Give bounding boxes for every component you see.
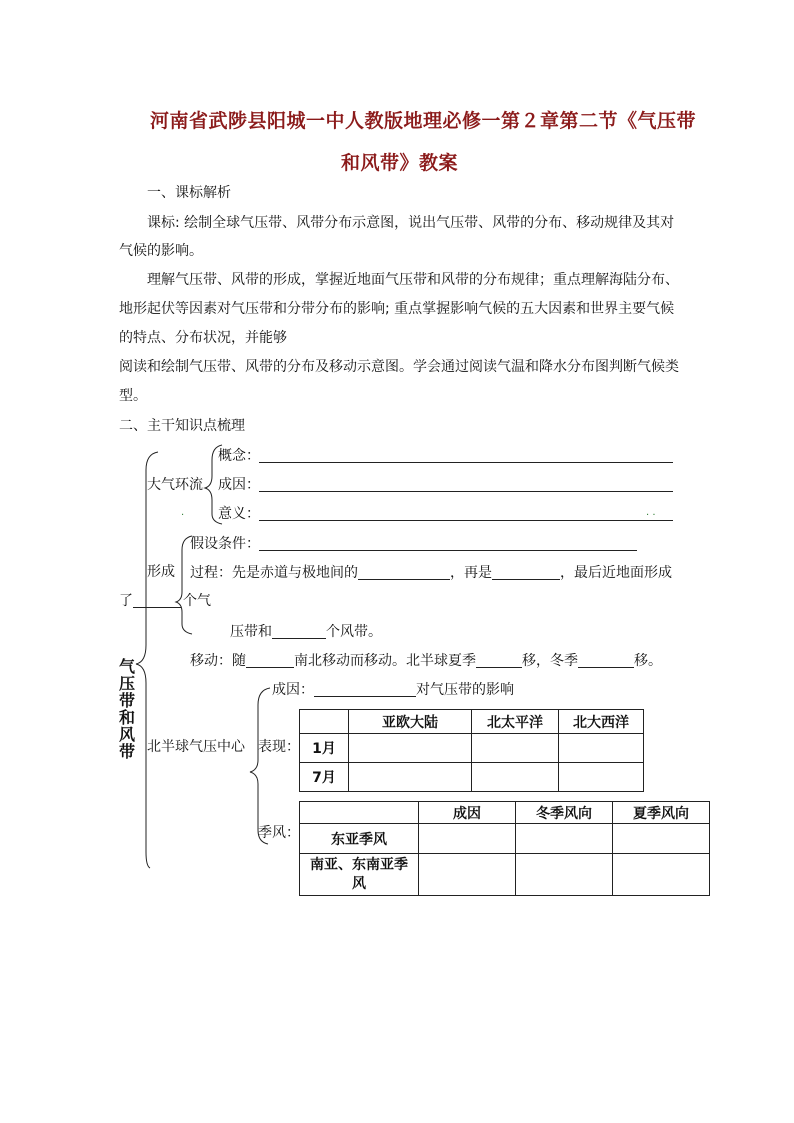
pressure-wind-line <box>230 624 382 639</box>
process-text-c: ，最后近地面形成 <box>560 565 672 581</box>
meaning-blank[interactable] <box>259 520 673 521</box>
monsoon-label: 季风： <box>258 825 300 841</box>
table1-corner <box>300 710 349 734</box>
wind-count-blank[interactable] <box>272 624 326 639</box>
section2-heading: 二、主干知识点梳理 <box>119 418 245 434</box>
table2-cell[interactable] <box>419 824 516 854</box>
movement-text-a: 移动：随 <box>190 653 246 669</box>
north-cause-text-b: 对气压带的影响 <box>416 682 514 698</box>
page-title-line2: 和风带》教案 <box>341 152 459 174</box>
table2-header: 夏季风向 <box>613 802 710 824</box>
movement-blank-3[interactable] <box>578 653 634 668</box>
process-blank-1[interactable] <box>358 565 450 580</box>
table-row <box>300 734 644 763</box>
goal-text-line1: 理解气压带、风带的形成，掌握近地面气压带和风带的分布规律；重点理解海陆分布、 <box>147 272 679 288</box>
goal-text-line4: 阅读和绘制气压带、风带的分布及移动示意图。学会通过阅读气温和降水分布图判断气候类 <box>119 359 679 375</box>
table1-cell[interactable] <box>559 763 644 792</box>
table2-header: 成因 <box>419 802 516 824</box>
table1-header: 北太平洋 <box>472 710 559 734</box>
main-topic-vertical: 气压带和风带 <box>118 657 135 761</box>
table2-cell[interactable] <box>516 824 613 854</box>
ge-qi-text: 个气 <box>183 593 211 609</box>
table2-row-label: 南亚、东南亚季风 <box>300 854 419 896</box>
assume-label: 假设条件： <box>190 536 260 552</box>
north-cause-text-a: 成因： <box>272 682 314 698</box>
table1-cell[interactable] <box>559 734 644 763</box>
table1-header: 北大西洋 <box>559 710 644 734</box>
table1-row-label: 7月 <box>300 763 349 792</box>
movement-text-b: 南北移动而移动。北半球夏季 <box>294 653 476 669</box>
process-text-a: 过程：先是赤道与极地间的 <box>190 565 358 581</box>
table-row <box>300 824 710 854</box>
table2-row-label: 东亚季风 <box>300 824 419 854</box>
table1-header: 亚欧大陆 <box>349 710 472 734</box>
north-cause-blank[interactable] <box>314 682 416 697</box>
process-blank-2[interactable] <box>492 565 560 580</box>
table-row <box>300 854 710 896</box>
cause-blank[interactable] <box>259 491 673 492</box>
page-title-line1: 河南省武陟县阳城一中人教版地理必修一第２章第二节《气压带 <box>150 110 697 132</box>
movement-line <box>190 653 662 668</box>
goal-text-line2: 地形起伏等因素对气压带和分带分布的影响; 重点掌握影响气候的五大因素和世界主要气候 <box>119 301 675 317</box>
table1-cell[interactable] <box>349 763 472 792</box>
assume-blank[interactable] <box>259 550 637 551</box>
stray-dots: · · <box>646 510 656 521</box>
stray-dot: · <box>181 510 185 521</box>
table2-header: 冬季风向 <box>516 802 613 824</box>
process-line <box>190 565 672 580</box>
table1-cell[interactable] <box>349 734 472 763</box>
main-bracket <box>136 452 158 868</box>
north-cause-line <box>272 682 514 697</box>
standard-text-line1: 课标: 绘制全球气压带、风带分布示意图，说出气压带、风带的分布、移动规律及其对 <box>147 215 675 231</box>
section1-heading: 一、课标解析 <box>147 185 231 201</box>
pressure-and-text: 压带和 <box>230 624 272 640</box>
movement-text-d: 移。 <box>634 653 662 669</box>
standard-text-line2: 气候的影响。 <box>119 243 203 259</box>
left-le-text: 了 <box>119 593 133 609</box>
pressure-center-table <box>299 709 644 792</box>
formation-label: 形成 <box>147 564 175 580</box>
movement-blank-2[interactable] <box>476 653 522 668</box>
table2-cell[interactable] <box>613 854 710 896</box>
goal-text-line5: 型。 <box>119 388 147 404</box>
concept-label: 概念： <box>218 448 260 464</box>
atmos-circulation-label: 大气环流 <box>147 477 203 493</box>
monsoon-table <box>299 801 710 896</box>
movement-blank-1[interactable] <box>246 653 294 668</box>
table2-cell[interactable] <box>516 854 613 896</box>
pressure-count-blank[interactable] <box>133 607 181 608</box>
table1-cell[interactable] <box>472 763 559 792</box>
table2-corner <box>300 802 419 824</box>
north-center-label: 北半球气压中心 <box>147 739 245 755</box>
meaning-label: 意义： <box>218 506 260 522</box>
table1-cell[interactable] <box>472 734 559 763</box>
table2-cell[interactable] <box>419 854 516 896</box>
cause-label: 成因： <box>218 477 260 493</box>
table1-row-label: 1月 <box>300 734 349 763</box>
performance-label: 表现： <box>258 739 300 755</box>
concept-blank[interactable] <box>259 462 673 463</box>
goal-text-line3: 的特点、分布状况，并能够 <box>119 330 287 346</box>
process-text-b: ，再是 <box>450 565 492 581</box>
table2-cell[interactable] <box>613 824 710 854</box>
table-row <box>300 763 644 792</box>
north-center-bracket <box>250 688 270 844</box>
movement-text-c: 移，冬季 <box>522 653 578 669</box>
wind-count-text: 个风带。 <box>326 624 382 640</box>
